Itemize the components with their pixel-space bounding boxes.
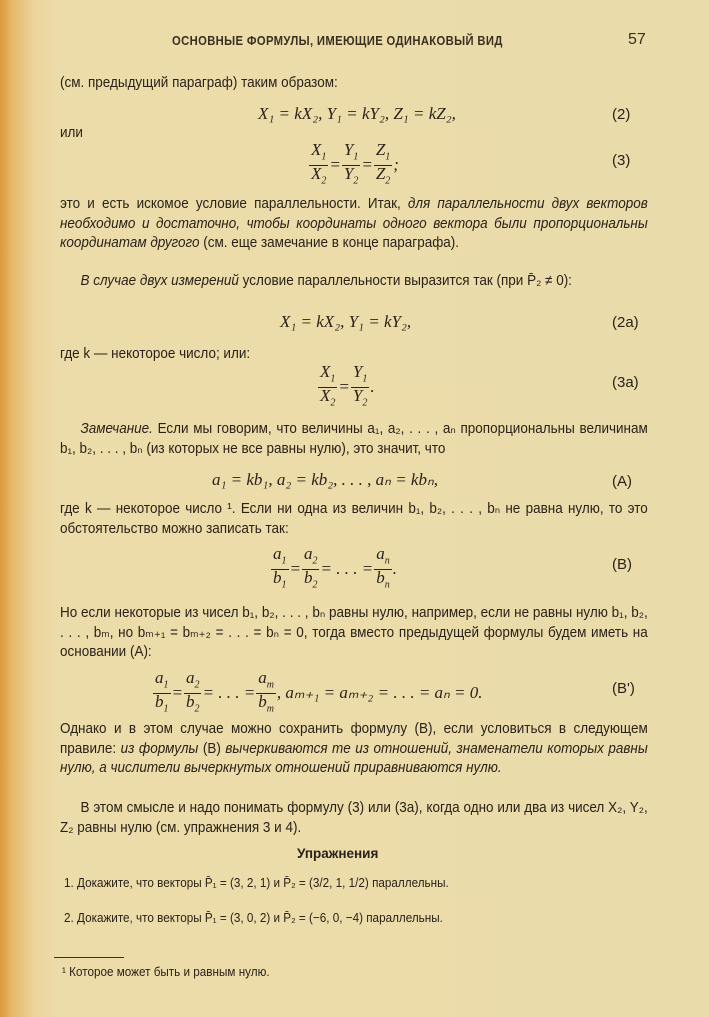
para-text: (B)	[198, 740, 226, 757]
equation-A-label: (A)	[612, 473, 632, 490]
equation-B: $\frac{a_1}{b_1}$ = $\frac{a_2}{b_2}$ = . . . = $\frac{a_n}{b_n}$ .	[273, 544, 397, 591]
exercise-item: 1. Докажите, что векторы P̄₁ = (3, 2, 1) и P̄₂ = (3/2, 1, 1/2) параллельны.	[64, 875, 449, 890]
para-emphasis: для параллельности двух векторов необходимо и достаточно, чтобы координаты одного вектора были пропорциональны координатам другого	[60, 196, 648, 251]
equation-2: X₁ = kX₂, Y₁ = kY₂, Z₁ = kZ₂,	[258, 104, 456, 123]
para-emphasis: В случае двух измерений	[80, 273, 239, 289]
equation-3: $\frac{X_1}{X_2}$ = $\frac{Y_1}{Y_2}$ = $\frac{Z_1}{Z_2}$ ;	[311, 140, 399, 187]
para-text: Если мы говорим, что величины a₁, a₂, . . . , aₙ пропорциональны величинам b₁, b₂, . . . , bₙ (из которых не все равны нулю), это значит, что	[60, 421, 648, 457]
page-number: 57	[628, 31, 646, 48]
para-text: это и есть искомое условие параллельности. Итак,	[60, 196, 408, 212]
para-emphasis: из формулы	[120, 740, 199, 757]
exercises-heading: Упражнения	[297, 846, 379, 861]
equation-B-prime-tail: , aₘ₊₁ = aₘ₊₂ = . . . = aₙ = 0.	[276, 682, 483, 702]
para-emphasis: вычеркиваются те из отношений, знаменатели которых равны нулю, а числители вычеркнутых отношений приравниваются нулю.	[60, 740, 648, 776]
nonzero-paragraph: где k — некоторое число ¹. Если ни одна из величин b₁, b₂, . . . , bₙ не равна нулю, то это обстоятельство можно записать так:	[60, 501, 648, 537]
k-line: где k — некоторое число; или:	[60, 346, 251, 362]
remark-paragraph	[60, 420, 648, 459]
equation-3a-label: (3a)	[612, 374, 639, 391]
equation-B-prime: $\frac{a_1}{b_1}$ = $\frac{a_2}{b_2}$ = . . . = $\frac{a_m}{b_m}$ , aₘ₊₁ = aₘ₊₂ = . . . = aₙ = 0.	[155, 668, 483, 715]
rule-paragraph	[60, 720, 648, 779]
equation-2-label: (2)	[612, 106, 631, 123]
equation-3-label: (3)	[612, 152, 631, 169]
equation-2a-label: (2a)	[612, 314, 639, 331]
or-word: или	[60, 125, 83, 141]
equation-3a: $\frac{X_1}{X_2}$ = $\frac{Y_1}{Y_2}$ .	[320, 362, 375, 409]
exercise-item: 2. Докажите, что векторы P̄₁ = (3, 0, 2) и P̄₂ = (−6, 0, −4) параллельны.	[64, 910, 443, 925]
para-text: (см. еще замечание в конце параграфа).	[199, 235, 460, 251]
zero-case-paragraph: Но если некоторые из чисел b₁, b₂, . . . , bₙ равны нулю, например, если не равны нулю b₁, b₂, . . . , bₘ, но bₘ₊₁ = bₘ₊₂ = . . . = bₙ = 0, тогда вместо предыдущей формулы будем иметь на основании (A):	[60, 605, 648, 660]
para-text: Однако и в этом случае можно сохранить формулу (B), если условиться в следующем правиле:	[60, 721, 648, 757]
footnote: ¹ Которое может быть и равным нулю.	[62, 964, 270, 979]
meaning-paragraph: В этом смысле и надо понимать формулу (3) или (3a), когда одно или два из чисел X₂, Y₂, Z₂ равны нулю (см. упражнения 3 и 4).	[60, 800, 648, 836]
parallel-condition-paragraph	[60, 195, 648, 254]
remark-title: Замечание.	[80, 421, 153, 437]
equation-A: a₁ = kb₁, a₂ = kb₂, . . . , aₙ = kbₙ,	[212, 470, 438, 489]
footnote-divider	[54, 957, 124, 958]
equation-2a: X₁ = kX₂, Y₁ = kY₂,	[280, 312, 412, 331]
equation-B-label: (B)	[612, 556, 632, 573]
two-dimensions-paragraph	[60, 272, 648, 292]
para-text: условие параллельности выразится так (при P̄₂ ≠ 0):	[238, 273, 572, 289]
equation-B-prime-label: (B')	[612, 680, 635, 697]
intro-line: (см. предыдущий параграф) таким образом:	[60, 75, 338, 91]
running-title: ОСНОВНЫЕ ФОРМУЛЫ, ИМЕЮЩИЕ ОДИНАКОВЫЙ ВИД	[172, 34, 503, 48]
